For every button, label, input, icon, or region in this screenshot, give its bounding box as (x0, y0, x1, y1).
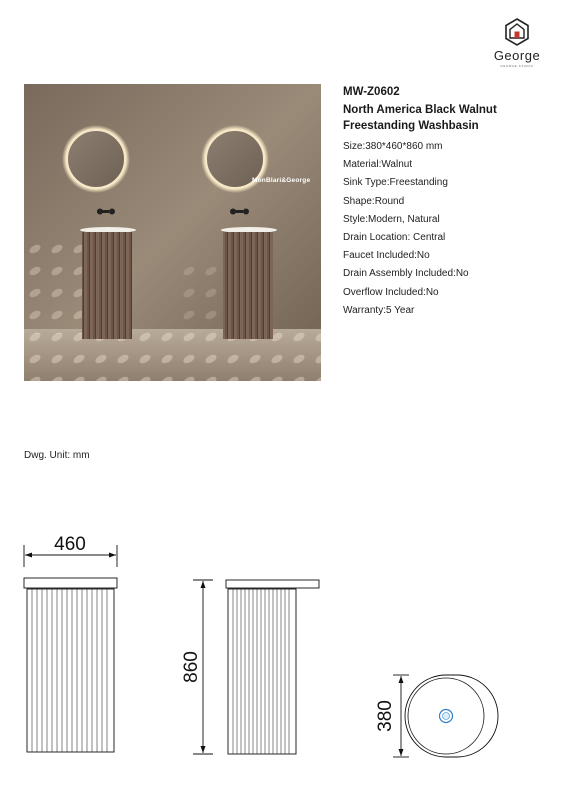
brand-name: George (493, 48, 541, 63)
side-view-drawing (175, 575, 325, 760)
width-dimension-label: 460 (54, 534, 86, 555)
brand-subtitle: GEORGE STUDIO (500, 64, 534, 68)
spec-drain-assembly: Drain Assembly Included:No (343, 268, 469, 280)
product-code: MW-Z0602 (343, 86, 400, 98)
product-title: North America Black Walnut Freestanding Washbasin (343, 104, 497, 132)
spec-overflow: Overflow Included:No (343, 286, 439, 298)
spec-shape: Shape:Round (343, 195, 405, 207)
spec-size: Size:380*460*860 mm (343, 141, 443, 152)
spec-warranty: Warranty:5 Year (343, 304, 415, 316)
house-logo-icon (505, 18, 529, 46)
spec-list (343, 138, 469, 320)
bathroom-scene-image (24, 84, 321, 381)
spec-style: Style:Modern, Natural (343, 213, 440, 225)
spec-sink-type: Sink Type:Freestanding (343, 177, 448, 189)
spec-drain-location: Drain Location: Central (343, 231, 446, 243)
spec-material: Material:Walnut (343, 159, 413, 171)
drawing-unit-label: Dwg. Unit: mm (24, 450, 90, 461)
height-dimension-label: 860 (181, 651, 202, 683)
spec-faucet: Faucet Included:No (343, 250, 430, 262)
depth-dimension-label: 380 (375, 700, 396, 732)
brand-logo (486, 18, 548, 70)
front-view-drawing (16, 525, 131, 760)
photo-watermark: MonBlari&George (252, 177, 311, 184)
top-view-drawing (365, 665, 505, 765)
product-photo (24, 84, 321, 381)
